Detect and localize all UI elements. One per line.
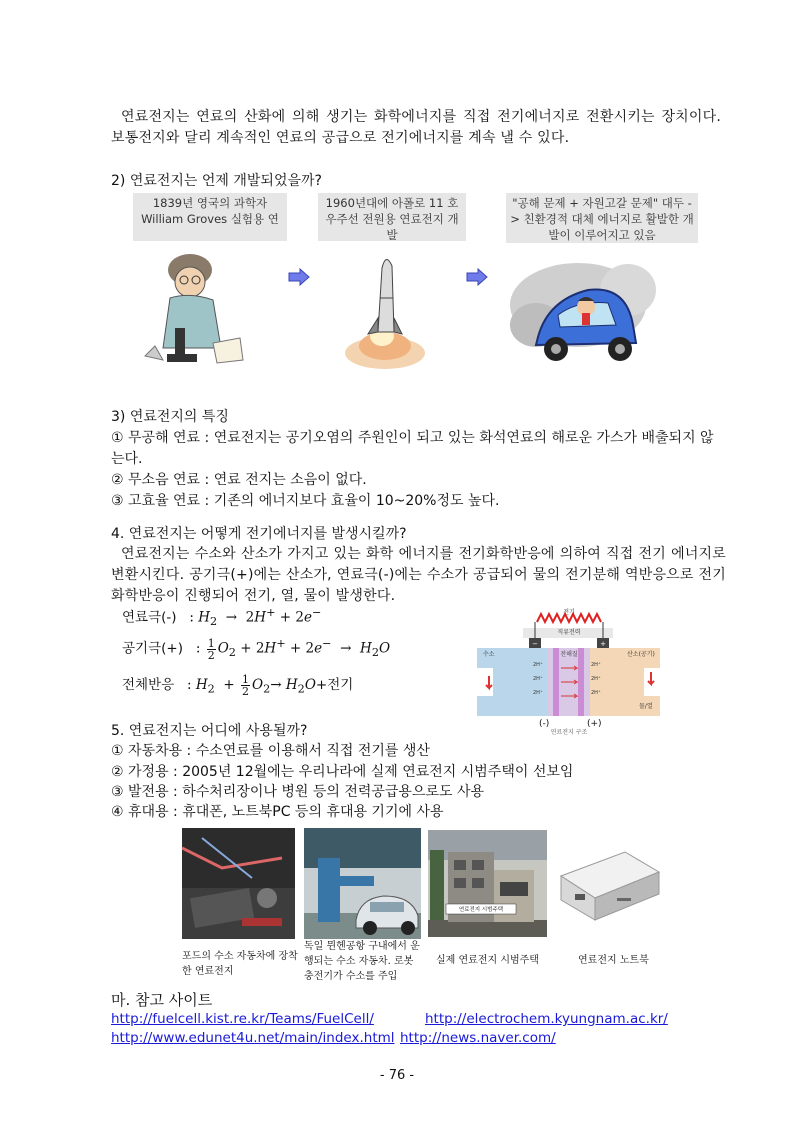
diagram-top-label: 전기 bbox=[563, 609, 575, 616]
usage-item-number: ④ bbox=[111, 804, 124, 820]
hydrogen-car-photo bbox=[304, 828, 421, 939]
feature-item-number: ② bbox=[111, 472, 124, 488]
page-number: - 76 - bbox=[379, 1068, 415, 1083]
cathode-equation: 공기극(+) : $\frac{1}{2}$ $O_2 + 2H^+ + 2e^- \to H_2O$ bbox=[122, 636, 391, 662]
diagram-right-label: 산소(공기) bbox=[627, 651, 655, 658]
feature-item-text: 무소음 연료 : 연료 전지는 소음이 없다. bbox=[128, 472, 367, 488]
scientist-illustration bbox=[135, 248, 250, 373]
svg-text:+: + bbox=[600, 640, 606, 648]
feature-item-text: 무공해 연료 : 연료전지는 공기오염의 주원인이 되고 있는 화석연료의 해로운 가스가 배출되지 않는다. bbox=[111, 430, 714, 467]
cathode-label: 공기극(+) bbox=[122, 640, 183, 657]
feature-item-3 bbox=[111, 491, 499, 512]
diagram-ion-left: 2H⁺ bbox=[533, 662, 543, 668]
feature-item-number: ① bbox=[111, 430, 124, 446]
svg-text:−: − bbox=[532, 640, 538, 648]
reference-link[interactable]: http://www.edunet4u.net/main/index.html bbox=[111, 1030, 395, 1046]
reference-link[interactable]: http://fuelcell.kist.re.kr/Teams/FuelCell/ bbox=[111, 1011, 374, 1027]
section4-heading: 4. 연료전지는 어떻게 전기에너지를 발생시킬까? bbox=[111, 526, 407, 542]
total-label: 전체반응 bbox=[122, 677, 175, 693]
usage-item-4 bbox=[111, 802, 444, 823]
diagram-left-label: 수소 bbox=[483, 651, 495, 658]
polluting-car-illustration bbox=[508, 245, 658, 375]
diagram-ion-left: 2H⁺ bbox=[533, 676, 543, 682]
reference-link[interactable]: http://electrochem.kyungnam.ac.kr/ bbox=[425, 1011, 668, 1027]
usage-item-2 bbox=[111, 762, 573, 783]
reference-link[interactable]: http://news.naver.com/ bbox=[400, 1030, 556, 1046]
total-suffix: +전기 bbox=[315, 677, 354, 693]
anode-equation: 연료극(-) : $H_2 \to 2H^+ + 2e^-$ bbox=[122, 606, 322, 629]
diagram-ion-left: 2H⁺ bbox=[533, 690, 543, 696]
total-equation: 전체반응 : $H_2$ + $\frac{1}{2}$ $O_2\to H_2O+$전기 bbox=[122, 673, 354, 698]
photo-caption-house: 실제 연료전지 시범주택 bbox=[436, 955, 539, 966]
section5-heading: 5. 연료전지는 어디에 사용될까? bbox=[111, 723, 308, 739]
diagram-middle-label: 전해질 bbox=[560, 651, 578, 658]
usage-item-number: ① bbox=[111, 743, 124, 759]
fuel-cell-diagram bbox=[477, 608, 660, 735]
arrow-right-icon bbox=[466, 268, 488, 286]
demo-house-photo bbox=[428, 830, 547, 937]
car-fuel-cell-photo bbox=[182, 828, 295, 939]
diagram-minus: (-) bbox=[539, 719, 550, 729]
diagram-bottom-text: 연료전지 구조 bbox=[550, 729, 588, 735]
feature-item-2 bbox=[111, 470, 367, 491]
caption-1960: 1960년대에 아폴로 11 호 우주선 전원용 연료전지 개발 bbox=[318, 193, 466, 241]
feature-item-number: ③ bbox=[111, 493, 124, 509]
section2-heading: 2) 연료전지는 언제 개발되었을까? bbox=[111, 173, 322, 189]
section4-body: 연료전지는 수소와 산소가 가지고 있는 화학 에너지를 전기화학반응에 의하여 직접 전기 에너지로 변환시킨다. 공기극(+)에는 산소가, 연료극(-)에는 수소가 공급되어 물의 전기분해 역반응으로 전기화학반응이 진행되어 전기, 열, 물이 발생한다. bbox=[111, 546, 726, 604]
photo-caption-notebook: 연료전지 노트북 bbox=[578, 955, 649, 966]
usage-item-1 bbox=[111, 741, 430, 762]
fuel-cell-notebook-photo bbox=[555, 838, 663, 933]
usage-item-text: 가정용 : 2005년 12월에는 우리나라에 실제 연료전지 시범주택이 선보임 bbox=[128, 764, 574, 780]
diagram-plus: (+) bbox=[587, 719, 602, 729]
usage-item-number: ③ bbox=[111, 784, 124, 800]
diagram-bottom-right: 물/열 bbox=[639, 703, 653, 710]
usage-item-text: 휴대용 : 휴대폰, 노트북PC 등의 휴대용 기기에 사용 bbox=[128, 804, 444, 820]
usage-item-3 bbox=[111, 782, 484, 803]
section3-heading: 3) 연료전지의 특징 bbox=[111, 409, 229, 425]
house-sign-text: 연료전지 시범주택 bbox=[458, 907, 504, 913]
photo-caption-car: 포드의 수소 자동차에 장착한 연료전지 bbox=[182, 951, 298, 977]
photo-caption-hydrogen-car: 독일 뮌헨공항 구내에서 운행되는 수소 자동차. 로봇 충전기가 수소를 주입 bbox=[304, 941, 420, 982]
feature-item-text: 고효율 연료 : 기존의 에너지보다 효율이 10~20%정도 높다. bbox=[128, 493, 500, 509]
usage-item-number: ② bbox=[111, 764, 124, 780]
usage-item-text: 자동차용 : 수소연료를 이용해서 직접 전기를 생산 bbox=[128, 743, 430, 759]
diagram-ion-right: 2H⁺ bbox=[591, 662, 601, 668]
anode-label: 연료극(-) bbox=[122, 609, 177, 626]
arrow-right-icon bbox=[288, 268, 310, 286]
references-heading: 마. 참고 사이트 bbox=[111, 991, 213, 1009]
rocket-illustration bbox=[330, 248, 440, 373]
caption-1839: 1839년 영국의 과학자 William Groves 실험용 연 bbox=[133, 193, 287, 241]
diagram-ion-right: 2H⁺ bbox=[591, 690, 601, 696]
intro-paragraph: 연료전지는 연료의 산화에 의해 생기는 화학에너지를 직접 전기에너지로 전환시키는 장치이다. 보통전지와 달리 계속적인 연료의 공급으로 전기에너지를 계속 낼 수 있다. bbox=[111, 109, 721, 146]
feature-item-1 bbox=[111, 428, 726, 470]
diagram-ion-right: 2H⁺ bbox=[591, 676, 601, 682]
caption-environment: "공해 문제 + 자원고갈 문제" 대두 -> 친환경적 대체 에너지로 활발한 개발이 이루어지고 있음 bbox=[506, 193, 698, 243]
usage-item-text: 발전용 : 하수처리장이나 병원 등의 전력공급용으로도 사용 bbox=[128, 784, 485, 800]
diagram-top-sub: 직류전력 bbox=[557, 629, 581, 636]
